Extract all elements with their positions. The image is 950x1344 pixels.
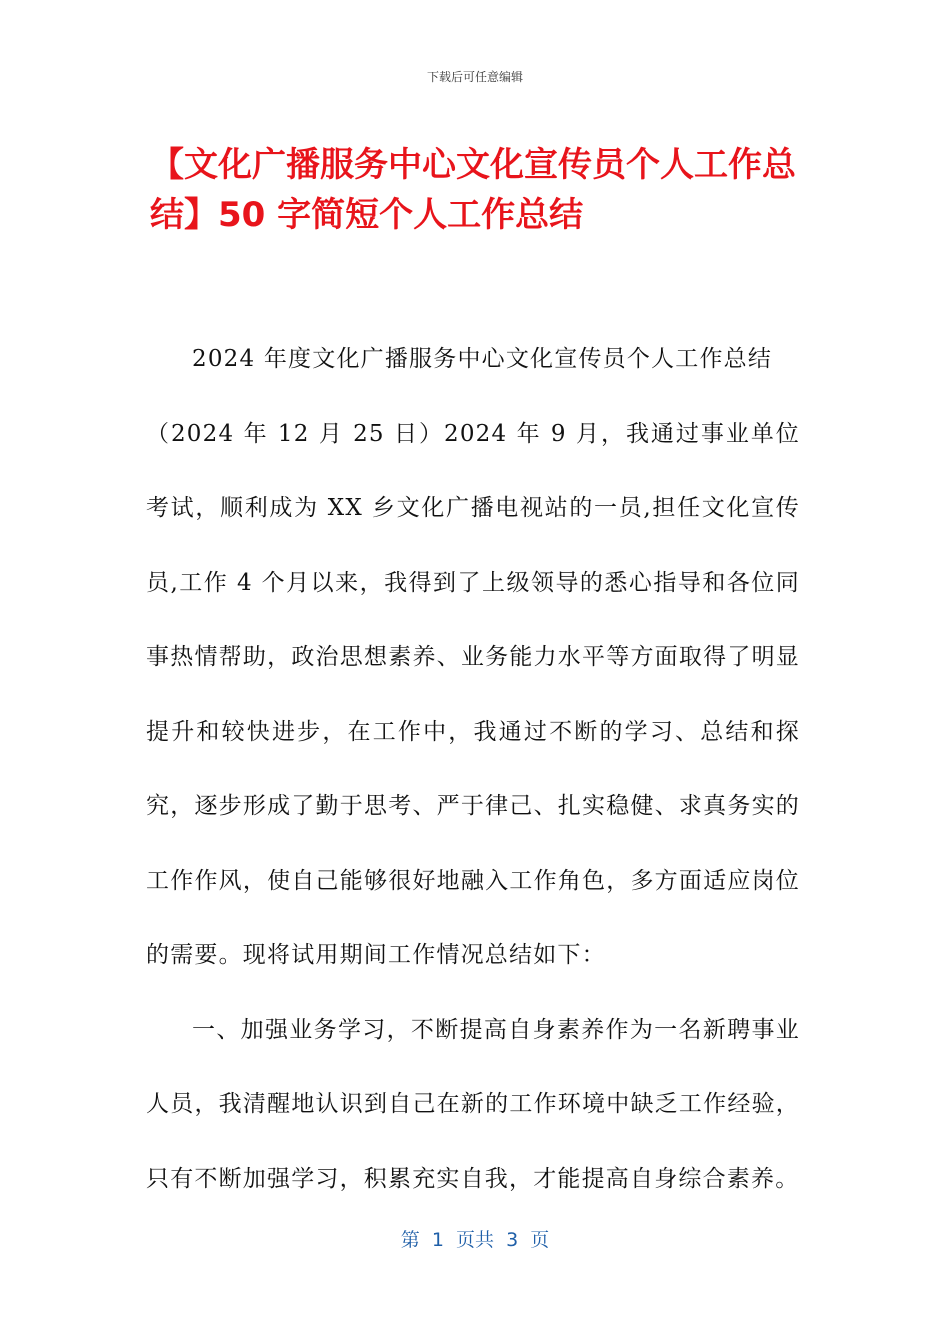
paragraph-section-one: 一、加强业务学习，不断提高自身素养作为一名新聘事业人员，我清醒地认识到自己在新的工作环境中缺乏工作经验，只有不断加强学习，积累充实自我，才能提高自身综合素养。 — [146, 1016, 800, 1192]
document-body — [146, 322, 800, 1216]
header-note: 下载后可任意编辑 — [426, 70, 523, 84]
document-title: 【文化广播服务中心文化宣传员个人工作总结】50 字简短个人工作总结 — [150, 145, 796, 235]
paragraph-intro: （2024 年 12 月 25 日）2024 年 9 月，我通过事业单位考试，顺利成为 XX 乡文化广播电视站的一员,担任文化宣传员,工作 4 个月以来，我得到了上级领导的悉心指导和各位同事热情帮助，政治思想素养、业务能力水平等方面取得了明显提升和较快进步，在工作中，我通过不断的学习、总结和探究，逐步形成了勤于思考、严于律己、扎实稳健、求真务实的工作作风，使自己能够很好地融入工作角色，多方面适应岗位的需要。现将试用期间工作情况总结如下： — [146, 420, 800, 968]
paragraph-heading-line: 2024 年度文化广播服务中心文化宣传员个人工作总结 — [192, 346, 773, 372]
page-number: 第 1 页共 3 页 — [400, 1229, 550, 1251]
